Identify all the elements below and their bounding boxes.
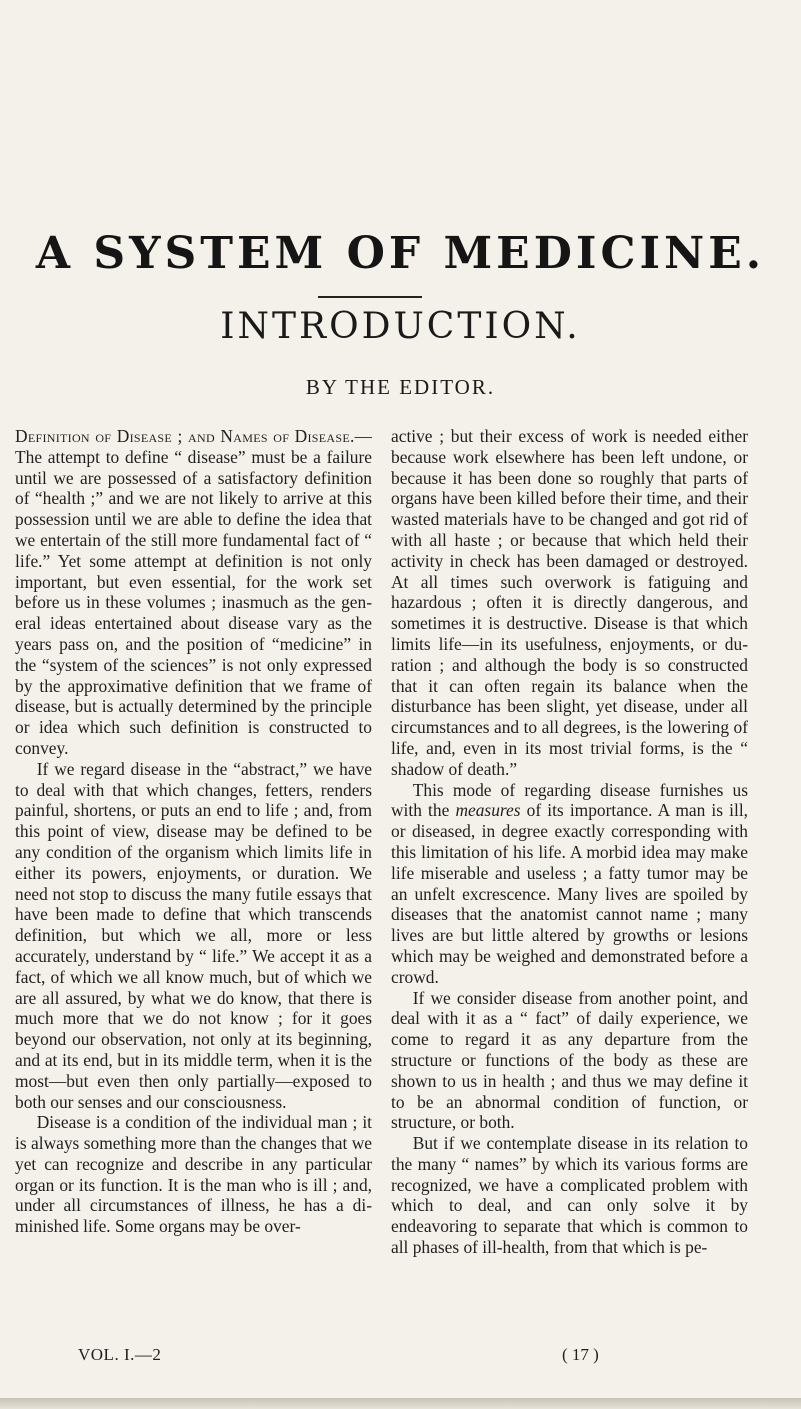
right-paragraph-3: If we consider disease from another point, and deal with it as a “ fact” of daily experience, we come to regard it as any departure from the structure or functions of the body as these are shown to us in health ; and thus we may define it to be an abnormal condition of function, or structure, or both. [391,987,748,1133]
left-column [15,426,372,1361]
left-paragraph-1 [15,426,372,759]
page-number: ( 17 ) [562,1345,599,1364]
left-paragraph-2: If we regard disease in the “abstract,” we have to deal with that which changes, fetters, renders painful, shortens, or puts an end to life ; and, from this point of view, disease may be defined to be any condition of the organism which limits life in either its powers, enjoyments, or duration. We need not stop to discuss the many futile essays that have been made to define that which transcends definition, but which we all, more or less accurately, understand by “ life.” We accept it as a fact, of which we all know much, but of which we are all assured, by what we do know, that there is much more that we do not know ; for it goes beyond our observation, not only at its beginning, and at its end, but in its middle term, when it is the most—but even then only partially—exposed to both our senses and our consciousness. [15,758,372,1112]
right-paragraph-2-text-a: This mode of regarding disease furnishes us with the [391,779,748,821]
byline: BY THE EDITOR. [305,375,496,399]
left-paragraph-3: Disease is a condition of the individual man ; it is always something more than the changes that we yet can recognize and describe in any particular organ or its function. It is the man who is ill ; and, under all circumstances of illness, he has a diminished life. Some organs may be over- [15,1112,372,1237]
book-title: A SYSTEM OF MEDICINE. [35,228,766,279]
page-bottom-edge [0,1398,801,1409]
title-rule [318,296,422,298]
right-paragraph-1: active ; but their excess of work is needed either because work elsewhere has been left undone, or because it has been done so roughly that parts of organs have been killed before their time, and their wasted materials have to be changed and got rid of with all haste ; or because that which held their activity in check has been damaged or destroyed. At all times such overwork is fatiguing and hazardous ; often it is directly dangerous, and sometimes it is destructive. Disease is that which limits life—in its usefulness, enjoyments, or duration ; and although the body is so constructed that it can often regain its balance when the disturbance has been slight, yet disease, under all circumstances and to all degrees, is the lowering of life, and, even in its most trivial forms, is the “ shadow of death.” [391,426,748,779]
right-paragraph-2 [391,780,748,988]
right-paragraph-2-text-b: of its importance. A man is ill, or diseased, in degree exactly corresponding with this limitation of his life. A morbid idea may make life miserable and useless ; a fatty tumor may be an unfelt excrescence. Many lives are spoiled by diseases that the anatomist cannot name ; many lives are but little altered by growths or lesions which may be weighed and demonstrated before a crowd. [391,800,748,987]
emphasis-measures: measures [455,800,521,821]
left-paragraph-1-text: —The attempt to define “ disease” must be a failure until we are possessed of a satisfactory definition of “health ;” and we are not likely to arrive at this possession until we are able to define the idea that we entertain of the still more fundamental fact of “ life.” Yet some attempt at definition is not only important, but even essential, for the work set before us in these volumes ; inasmuch as the general ideas entertained about disease vary as the years pass on, and the position of “medicine” in the “system of the sciences” is not only expressed by the approximative definition that we frame of disease, but is actually determined by the principle or idea which such definition is constructed to convey. [15,426,372,758]
section-heading: Definition of Disease ; and Names of Disease. [15,426,355,446]
right-paragraph-4: But if we contemplate disease in its relation to the many “ names” by which its various forms are recognized, we have a complicated problem with which to deal, and can only solve it by endeavoring to separate that which is common to all phases of ill-health, from that which is pe- [391,1133,748,1258]
section-title: INTRODUCTION. [220,306,581,347]
right-column [391,426,748,1361]
volume-signature: VOL. I.—2 [78,1345,162,1364]
